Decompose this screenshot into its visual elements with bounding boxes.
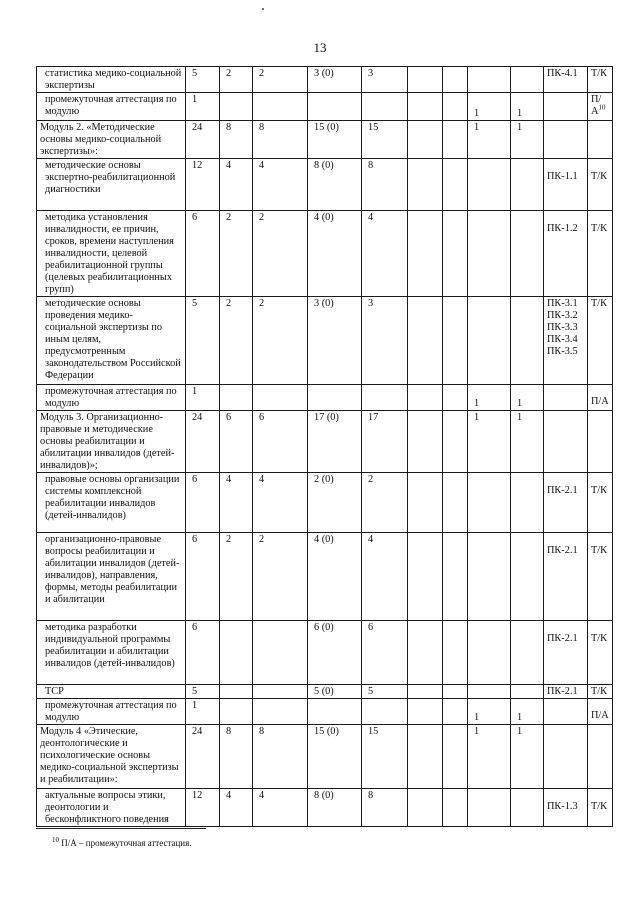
empty-col — [408, 211, 443, 297]
topic-name: Модуль 3. Организационно-правовые и методические основы реабилитации и абилитации инвалидов (детей-инвалидов)»; — [37, 411, 186, 473]
empty-col — [408, 159, 443, 211]
competency-codes — [544, 93, 588, 121]
module-row — [37, 411, 613, 473]
control-form-label: Т/К — [591, 485, 608, 496]
attestation-hours: 1 — [468, 725, 511, 789]
total-hours: 5 — [186, 297, 220, 385]
competency-code: ПК-3.5 — [547, 346, 578, 357]
empty-col — [443, 67, 468, 93]
total-hours: 6 — [186, 533, 220, 621]
topic-name: промежуточная аттестация по модулю — [37, 385, 186, 411]
attestation-hours-2 — [511, 621, 544, 685]
total-hours: 6 — [186, 473, 220, 533]
footnote-ref: 10 — [598, 103, 606, 112]
empty-col — [443, 159, 468, 211]
control-form — [588, 473, 613, 533]
competency-codes — [544, 533, 588, 621]
practice-hours — [308, 385, 362, 411]
empty-col — [443, 725, 468, 789]
competency-code: ПК-3.2 — [547, 310, 578, 321]
empty-col — [408, 473, 443, 533]
empty-col — [443, 685, 468, 699]
practice-hours-2 — [362, 93, 408, 121]
control-form-label: Т/К — [591, 68, 608, 79]
competency-codes — [544, 385, 588, 411]
empty-col — [408, 67, 443, 93]
topic-name: методика разработки индивидуальной программы реабилитации и абилитации инвалидов (детей-инвалидов) — [37, 621, 186, 685]
practice-hours-2: 4 — [362, 533, 408, 621]
total-hours: 24 — [186, 121, 220, 159]
attestation-row — [37, 93, 613, 121]
empty-col — [443, 385, 468, 411]
lecture-hours — [220, 385, 253, 411]
total-hours: 1 — [186, 93, 220, 121]
lecture-hours-2: 2 — [253, 533, 308, 621]
control-form-label: Т/К — [591, 223, 608, 234]
footnote-text: П/А – промежуточная аттестация. — [61, 838, 192, 848]
practice-hours: 6 (0) — [308, 621, 362, 685]
topic-name: правовые основы организации системы комплексной реабилитации инвалидов (детей-инвалидов) — [37, 473, 186, 533]
topic-name: промежуточная аттестация по модулю — [37, 93, 186, 121]
practice-hours-2: 15 — [362, 725, 408, 789]
total-hours: 12 — [186, 789, 220, 827]
lecture-hours: 6 — [220, 411, 253, 473]
competency-code: ПК-1.2 — [547, 223, 578, 234]
empty-col — [408, 121, 443, 159]
attestation-hours — [468, 789, 511, 827]
control-form — [588, 159, 613, 211]
attestation-hours-2 — [511, 159, 544, 211]
competency-code: ПК-3.3 — [547, 322, 578, 333]
control-form — [588, 93, 613, 121]
attestation-hours-2 — [511, 67, 544, 93]
topic-row — [37, 159, 613, 211]
control-form — [588, 297, 613, 385]
practice-hours-2 — [362, 385, 408, 411]
attestation-hours-2: 1 — [511, 411, 544, 473]
total-hours: 24 — [186, 725, 220, 789]
attestation-hours — [468, 159, 511, 211]
lecture-hours-2 — [253, 699, 308, 725]
control-form — [588, 533, 613, 621]
practice-hours-2: 4 — [362, 211, 408, 297]
empty-col — [408, 621, 443, 685]
total-hours: 5 — [186, 685, 220, 699]
practice-hours-2: 5 — [362, 685, 408, 699]
attestation-hours: 1 — [468, 699, 511, 725]
control-form-label: П/А — [591, 396, 609, 407]
lecture-hours: 8 — [220, 121, 253, 159]
practice-hours: 15 (0) — [308, 725, 362, 789]
module-row — [37, 725, 613, 789]
topic-row — [37, 621, 613, 685]
competency-codes — [544, 297, 588, 385]
topic-name: методические основы проведения медико-социальной экспертизы по иным целям, предусмотренным законодательством Российской Федерации — [37, 297, 186, 385]
competency-code: ПК-2.1 — [547, 633, 578, 644]
practice-hours-2: 6 — [362, 621, 408, 685]
practice-hours-2: 8 — [362, 159, 408, 211]
competency-codes — [544, 699, 588, 725]
lecture-hours: 4 — [220, 159, 253, 211]
competency-code: ПК-1.3 — [547, 801, 578, 812]
curriculum-table — [36, 66, 613, 827]
topic-name: Модуль 4 «Этические, деонтологические и психологические основы медико-социальной экспертизы и реабилитации»: — [37, 725, 186, 789]
lecture-hours-2: 8 — [253, 725, 308, 789]
topic-row — [37, 473, 613, 533]
topic-name: промежуточная аттестация по модулю — [37, 699, 186, 725]
control-form-label: Т/К — [591, 633, 608, 644]
empty-col — [443, 211, 468, 297]
total-hours: 6 — [186, 211, 220, 297]
competency-codes — [544, 211, 588, 297]
topic-row — [37, 211, 613, 297]
total-hours: 24 — [186, 411, 220, 473]
empty-col — [443, 121, 468, 159]
lecture-hours — [220, 93, 253, 121]
practice-hours-2: 8 — [362, 789, 408, 827]
lecture-hours — [220, 685, 253, 699]
attestation-hours-2 — [511, 211, 544, 297]
total-hours: 1 — [186, 699, 220, 725]
competency-codes — [544, 67, 588, 93]
empty-col — [408, 789, 443, 827]
practice-hours: 8 (0) — [308, 789, 362, 827]
topic-row — [37, 297, 613, 385]
empty-col — [408, 685, 443, 699]
lecture-hours: 2 — [220, 67, 253, 93]
practice-hours-2: 3 — [362, 297, 408, 385]
total-hours: 1 — [186, 385, 220, 411]
lecture-hours: 8 — [220, 725, 253, 789]
empty-col — [408, 699, 443, 725]
attestation-hours-2: 1 — [511, 699, 544, 725]
lecture-hours-2: 6 — [253, 411, 308, 473]
practice-hours: 2 (0) — [308, 473, 362, 533]
attestation-hours-2 — [511, 297, 544, 385]
attestation-hours — [468, 621, 511, 685]
empty-col — [408, 411, 443, 473]
lecture-hours — [220, 621, 253, 685]
footnote-mark: 10 — [52, 836, 59, 844]
footnote — [52, 838, 192, 848]
control-form-label: Т/К — [591, 801, 608, 812]
topic-row — [37, 67, 613, 93]
attestation-hours-2: 1 — [511, 725, 544, 789]
lecture-hours: 4 — [220, 789, 253, 827]
practice-hours: 4 (0) — [308, 533, 362, 621]
competency-codes — [544, 725, 588, 789]
topic-row — [37, 789, 613, 827]
competency-code: ПК-3.1 — [547, 298, 578, 309]
page-number: 13 — [313, 40, 327, 55]
control-form-label: Т/К — [591, 298, 608, 309]
control-form — [588, 211, 613, 297]
competency-codes — [544, 121, 588, 159]
attestation-hours — [468, 211, 511, 297]
total-hours: 12 — [186, 159, 220, 211]
control-form-label: Т/К — [591, 686, 608, 697]
practice-hours — [308, 699, 362, 725]
attestation-hours — [468, 297, 511, 385]
module-row — [37, 121, 613, 159]
lecture-hours-2: 4 — [253, 789, 308, 827]
lecture-hours-2: 8 — [253, 121, 308, 159]
topic-name: методика установления инвалидности, ее причин, сроков, времени наступления инвалидности, целевой реабилитационной группы (целевых реабилитационных групп) — [37, 211, 186, 297]
attestation-hours: 1 — [468, 93, 511, 121]
competency-code: ПК-2.1 — [547, 485, 578, 496]
competency-code: ПК-1.1 — [547, 171, 578, 182]
practice-hours — [308, 93, 362, 121]
empty-col — [443, 93, 468, 121]
practice-hours: 4 (0) — [308, 211, 362, 297]
control-form-label: Т/К — [591, 545, 608, 556]
practice-hours-2: 3 — [362, 67, 408, 93]
lecture-hours: 2 — [220, 211, 253, 297]
practice-hours: 3 (0) — [308, 297, 362, 385]
competency-codes — [544, 473, 588, 533]
competency-code: ПК-4.1 — [547, 68, 578, 79]
attestation-hours: 1 — [468, 121, 511, 159]
empty-col — [443, 789, 468, 827]
empty-col — [408, 93, 443, 121]
empty-col — [443, 699, 468, 725]
topic-name: ТСР — [37, 685, 186, 699]
lecture-hours-2 — [253, 93, 308, 121]
scan-speck — [262, 8, 264, 10]
topic-name: актуальные вопросы этики, деонтологии и бесконфликтного поведения — [37, 789, 186, 827]
control-form-label: П/А — [591, 94, 602, 117]
attestation-hours — [468, 67, 511, 93]
competency-code: ПК-3.4 — [547, 334, 578, 345]
empty-col — [443, 473, 468, 533]
practice-hours-2: 15 — [362, 121, 408, 159]
competency-code: ПК-2.1 — [547, 686, 578, 697]
attestation-hours-2: 1 — [511, 385, 544, 411]
lecture-hours-2: 4 — [253, 473, 308, 533]
total-hours: 5 — [186, 67, 220, 93]
empty-col — [408, 297, 443, 385]
empty-col — [408, 533, 443, 621]
competency-codes — [544, 411, 588, 473]
attestation-hours-2 — [511, 789, 544, 827]
topic-name: Модуль 2. «Методические основы медико-социальной экспертизы»: — [37, 121, 186, 159]
attestation-hours-2: 1 — [511, 121, 544, 159]
topic-name: методические основы экспертно-реабилитационной диагностики — [37, 159, 186, 211]
footnote-divider — [36, 828, 206, 829]
attestation-hours: 1 — [468, 385, 511, 411]
practice-hours: 8 (0) — [308, 159, 362, 211]
attestation-hours — [468, 533, 511, 621]
control-form — [588, 121, 613, 159]
lecture-hours-2: 2 — [253, 67, 308, 93]
practice-hours: 3 (0) — [308, 67, 362, 93]
control-form — [588, 685, 613, 699]
empty-col — [443, 533, 468, 621]
attestation-hours-2 — [511, 473, 544, 533]
lecture-hours: 4 — [220, 473, 253, 533]
control-form-label: Т/К — [591, 171, 608, 182]
control-form — [588, 789, 613, 827]
lecture-hours-2 — [253, 621, 308, 685]
empty-col — [408, 725, 443, 789]
topic-name: статистика медико-социальной экспертизы — [37, 67, 186, 93]
total-hours: 6 — [186, 621, 220, 685]
practice-hours-2: 17 — [362, 411, 408, 473]
lecture-hours — [220, 699, 253, 725]
control-form — [588, 411, 613, 473]
lecture-hours-2: 4 — [253, 159, 308, 211]
attestation-hours — [468, 473, 511, 533]
attestation-hours — [468, 685, 511, 699]
control-form-label: П/А — [591, 710, 609, 721]
empty-col — [443, 621, 468, 685]
practice-hours-2: 2 — [362, 473, 408, 533]
empty-col — [408, 385, 443, 411]
lecture-hours-2: 2 — [253, 211, 308, 297]
lecture-hours-2 — [253, 685, 308, 699]
lecture-hours: 2 — [220, 533, 253, 621]
empty-col — [443, 411, 468, 473]
lecture-hours-2: 2 — [253, 297, 308, 385]
attestation-hours-2: 1 — [511, 93, 544, 121]
practice-hours: 5 (0) — [308, 685, 362, 699]
attestation-row — [37, 699, 613, 725]
competency-codes — [544, 159, 588, 211]
attestation-hours: 1 — [468, 411, 511, 473]
practice-hours: 15 (0) — [308, 121, 362, 159]
lecture-hours: 2 — [220, 297, 253, 385]
topic-row — [37, 685, 613, 699]
practice-hours: 17 (0) — [308, 411, 362, 473]
topic-name: организационно-правовые вопросы реабилитации и абилитации инвалидов (детей-инвалидов), направления, формы, методы реабилитации и абилитации — [37, 533, 186, 621]
control-form — [588, 385, 613, 411]
competency-codes — [544, 789, 588, 827]
control-form — [588, 621, 613, 685]
control-form — [588, 725, 613, 789]
topic-row — [37, 533, 613, 621]
lecture-hours-2 — [253, 385, 308, 411]
attestation-hours-2 — [511, 685, 544, 699]
competency-codes — [544, 685, 588, 699]
attestation-row — [37, 385, 613, 411]
competency-code: ПК-2.1 — [547, 545, 578, 556]
practice-hours-2 — [362, 699, 408, 725]
control-form — [588, 699, 613, 725]
control-form — [588, 67, 613, 93]
empty-col — [443, 297, 468, 385]
attestation-hours-2 — [511, 533, 544, 621]
competency-codes — [544, 621, 588, 685]
